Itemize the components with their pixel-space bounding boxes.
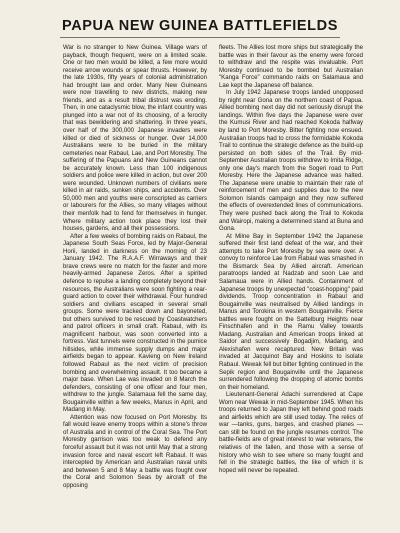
paragraph: Lieutenant-General Adachi surrendered at Cape Wom near Wewak in mid-September 1945. When his troops returned to Japan they left behind good roads and airfields which are still used today. The relics of war —tanks, guns, barges, and crashed planes —can still be found on the jungle resumes control. The battle-fields are of great interest to war veterans, the relatives of the fallen, and those with a sense of history who wish to see where so many fought and fell in the strategic battles, the like of which it is hoped will never be repeated.: [219, 391, 363, 474]
paragraph: After a few weeks of bombing raids on Rabaul, the Japanese South Seas Force, led by Major-General Horii, landed in darkness on the morning of 23 January 1942. The R.A.A.F. Wirraways and their brave crews were no match for the faster and more heavily-armed Japanese Zeros. After a spirited defence to repulse a landing completely beyond their resources, the Australians were soon fighting a rear-guard action to cover their withdrawal. Four hundred soldiers and civilians escaped in several small groups. Some were tracked down and bayoneted, but others survived to be rescued by Coastwatchers and patrol officers in small craft. Rabaul, with its magnificent harbour, was soon converted into a fortress. Vast tunnels were constructed in the pumice hillsides, while immense supply dumps and major airfields began to appear. Kavieng on New Ireland followed Rabaul as the next victim of precision bombing and overwhelming assault. It too became a major base. When Lae was invaded on 8 March the defenders, consisting of one officer and four men, withdrew to the jungle. Salamaua fell the same day, Bougainville within a few weeks, Manus in April, and Madang in May.: [63, 232, 207, 414]
text-columns: [63, 44, 363, 522]
left-column: [63, 44, 207, 522]
right-column: [219, 44, 363, 522]
title-rule: [60, 37, 340, 38]
paragraph: fleets. The Allies lost more ships but strategically the battle was in their favour as the enemy were forced to withdraw and the respite was invaluable. Port Moresby continued to be bombed but Australian "Kanga Force" commando raids on Salamaua and Lae kept the Japanese off balance.: [219, 44, 363, 89]
paragraph: At Milne Bay in September 1942 the Japanese suffered their first land defeat of the war, and their attempts to take Port Moresby by sea were over. A convoy to reinforce Lae from Rabaul was smashed in the Bismarck Sea by Allied aircraft. American paratroops landed at Nadzab and soon Lae and Salamaua were in Allied hands. Containment of Japanese troops by unexpected "coast-hopping" paid dividends. Troop concentration in Rabaul and Bougainville was neutralised by Allied landings in Manus and Torokina in western Bougainville. Fierce battles were fought on the Sattelburg Heights near Finschhafen and in the Ramu Valley towards Madang. Australian and American troops linked at Saidor and successively Bogadjim, Madang, and Alexishafen were recaptured. New Britain was invaded at Jacquinot Bay and Hoskins to isolate Rabaul. Wewak fell but bitter fighting continued in the Sepik region and Bougainville until the Japanese surrendered following the dropping of atomic bombs on their homeland.: [219, 232, 363, 391]
paragraph: In July 1942 Japanese troops landed unopposed by night near Gona on the northern coast of Papua. Allied bombing next day did not seriously disrupt the landings. Within five days the Japanese were over the Kumusi River and had reached Kokoda halfway by land to Port Moresby. Bitter fighting now ensued. Australian troops had to cross the formidable Kokoda Trail to continue the strategic defence as the build-up persisted on both sides of the Trail. By mid-September Australian troops withdrew to Imita Ridge, only one day's march from the Sogeri road to Port Moresby. Here the Japanese advance was halted. The Japanese were unable to maintain their rate of reinforcement of men and supplies due to the new Solomon Islands campaign and they now suffered the effects of overextended lines of communications. They were pushed back along the Trail to Kokoda and Wairopi, making a determined stand at Buna and Gona.: [219, 89, 363, 233]
paragraph: Attention was now focused on Port Moresby. Its fall would leave enemy troops within a stone's throw of Australia and in control of the Coral Sea. The Port Moresby garrison was too weak to defend any forceful assault but it was not until May that a strong invasion force and naval escort left Rabaul. It was intercepted by American and Australian naval units and between 5 and 8 May a battle was fought over the Coral and Solomon Seas by aircraft of the opposing: [63, 413, 207, 489]
paragraph: War is no stranger to New Guinea. Village wars of payback, though frequent, were on a limited scale. One or two men would be killed, a few more would receive arrow wounds or spear thrusts. However, by the late 1930s, fifty years of colonial administration had brought law and order. Many New Guineans were now travelling to new districts, making new friends, and as a result tribal distrust was eroding. Then, in one cataclysmic blow, the infant country was plunged into a war not of its choosing, of a ferocity that was bewildering and shattering. In three years, over half of the 300,000 Japanese invaders were killed or died of sickness or hunger. Over 14,000 Australians were to be buried in the military cemeteries near Rabaul, Lae, and Port Moresby. The suffering of the Papuans and New Guineans cannot be accurately known. Less than 100 indigenous soldiers and police were killed in action, but over 200 were wounded. Unknown numbers of civilians were killed in air raids, sunken ships, and accidents. Over 50,000 men and youths were conscripted as carriers or labourers for the Allies, so many villages without their menfolk had to fend for themselves in hunger. Where military action took place they lost their houses, gardens, and all their possessions.: [63, 44, 207, 233]
page-title: PAPUA NEW GUINEA BATTLEFIELDS: [62, 18, 338, 34]
